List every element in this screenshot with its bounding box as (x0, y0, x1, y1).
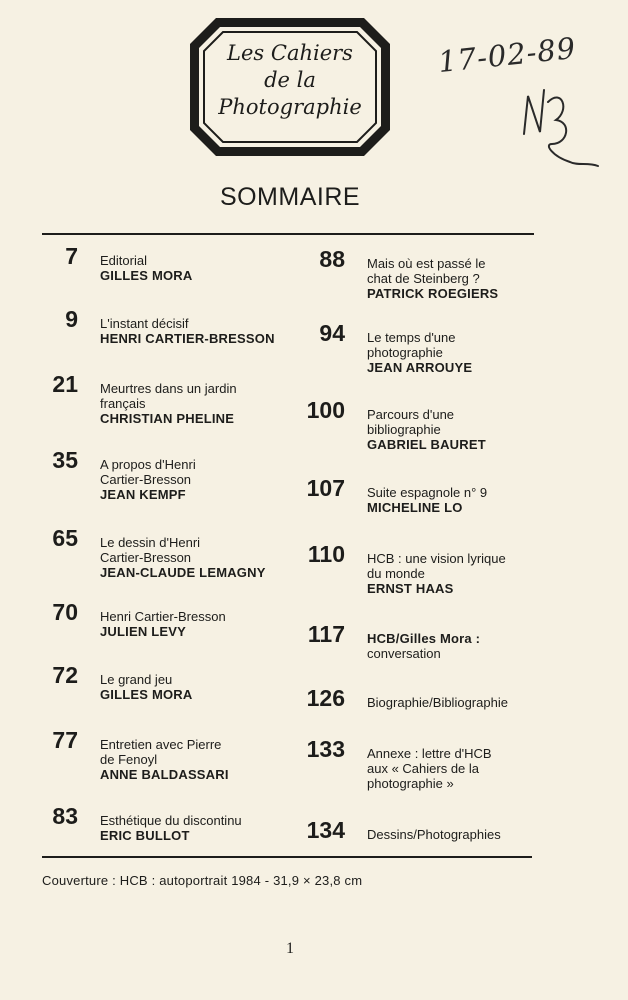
toc-article-author: MICHELINE LO (367, 500, 463, 515)
handwritten-signature (518, 82, 608, 172)
toc-article-author: ERNST HAAS (367, 581, 454, 596)
toc-article-title: L'instant décisif (100, 316, 189, 331)
page-number: 1 (286, 940, 294, 957)
toc-page-number: 77 (52, 727, 78, 753)
toc-article-title: HCB : une vision lyrique du monde (367, 551, 506, 581)
logo-line-1: Les Cahiers (227, 41, 353, 65)
toc-page-number: 72 (52, 662, 78, 688)
toc-article-author: JULIEN LEVY (100, 624, 186, 639)
toc-article-author: GABRIEL BAURET (367, 437, 486, 452)
toc-article-title: Esthétique du discontinu (100, 813, 242, 828)
toc-page-number: 9 (65, 306, 78, 332)
toc-page-number: 100 (306, 397, 345, 423)
toc-page-number: 35 (52, 447, 78, 473)
toc-page-number: 7 (65, 243, 78, 269)
toc-article-author: ERIC BULLOT (100, 828, 190, 843)
toc-article-author: JEAN-CLAUDE LEMAGNY (100, 565, 266, 580)
toc-page-number: 117 (307, 621, 345, 647)
toc-article-title: Parcours d'une bibliographie (367, 407, 455, 437)
toc-article-author: CHRISTIAN PHELINE (100, 411, 235, 426)
toc-article-author: JEAN KEMPF (100, 487, 186, 502)
toc-article-author: GILLES MORA (100, 687, 193, 702)
toc-article-title: Suite espagnole n° 9 (367, 485, 488, 500)
toc-article-title: conversation (367, 646, 441, 661)
toc-article-title: Dessins/Photographies (367, 827, 501, 842)
toc-article-author: PATRICK ROEGIERS (367, 286, 499, 301)
page-title: SOMMAIRE (219, 183, 361, 211)
toc-article-title: Henri Cartier-Bresson (100, 609, 226, 624)
toc-article-author: HCB/Gilles Mora : (367, 631, 481, 646)
toc-page-number: 21 (52, 371, 78, 397)
toc-article-author: ANNE BALDASSARI (100, 767, 229, 782)
toc-article-author: GILLES MORA (100, 268, 193, 283)
top-divider (42, 233, 534, 235)
toc-article-title: Entretien avec Pierre de Fenoyl (100, 737, 222, 767)
toc-page-number: 107 (306, 475, 345, 501)
toc-page-number: 65 (52, 525, 78, 551)
logo-line-3: Photographie (218, 95, 362, 119)
toc-page-number: 70 (52, 599, 78, 625)
toc-article-title: Meurtres dans un jardin français (100, 381, 237, 411)
logo-line-2: de la (264, 68, 316, 92)
toc-article-title: Le grand jeu (100, 672, 173, 687)
toc-page-number: 134 (306, 817, 345, 843)
toc-article-author: HENRI CARTIER-BRESSON (100, 331, 275, 346)
journal-logo (190, 18, 390, 156)
toc-page-number: 94 (319, 320, 345, 346)
toc-article-title: Le dessin d'Henri Cartier-Bresson (100, 535, 201, 565)
toc-article-title: Annexe : lettre d'HCB aux « Cahiers de la photographie » (367, 746, 492, 791)
toc-article-author: JEAN ARROUYE (367, 360, 473, 375)
toc-page-number: 133 (306, 736, 345, 762)
toc-page-number: 110 (307, 541, 345, 567)
toc-page-number: 83 (52, 803, 78, 829)
toc-page-number: 126 (306, 685, 345, 711)
toc-article-title: Le temps d'une photographie (367, 330, 456, 360)
cover-caption: Couverture : HCB : autoportrait 1984 - 31,9 × 23,8 cm (42, 873, 363, 888)
toc-page-number: 88 (319, 246, 345, 272)
handwritten-date: 17-02-89 (436, 30, 578, 80)
toc-article-title: Editorial (100, 253, 147, 268)
toc-article-title: A propos d'Henri Cartier-Bresson (100, 457, 196, 487)
bottom-divider (42, 856, 532, 858)
toc-article-title: Mais où est passé le chat de Steinberg ? (367, 256, 486, 286)
toc-article-title: Biographie/Bibliographie (367, 695, 508, 710)
